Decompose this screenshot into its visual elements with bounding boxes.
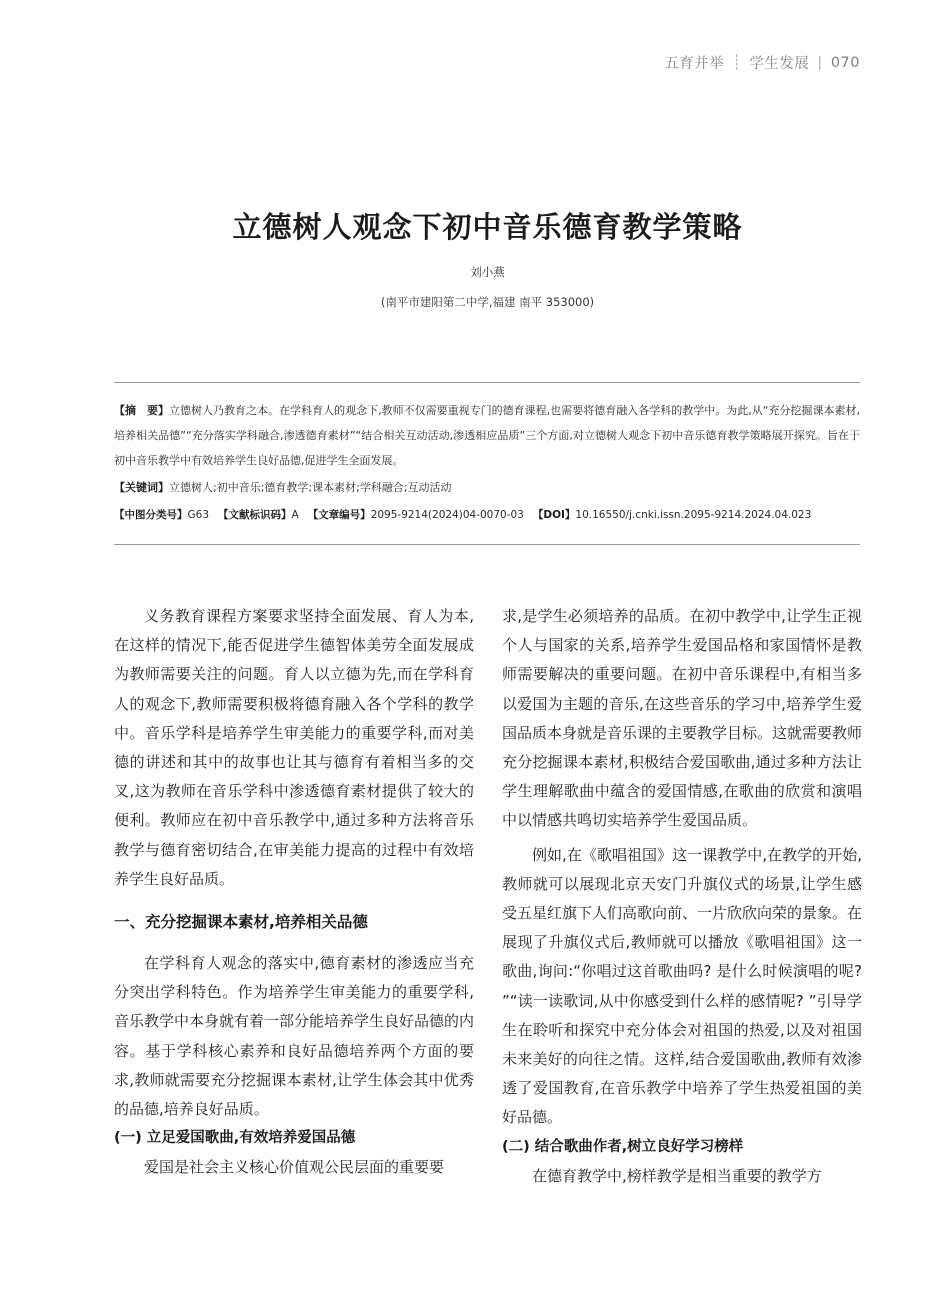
body-paragraph: 在德育教学中,榜样教学是相当重要的教学方 <box>532 1166 822 1185</box>
body-paragraph: 例如,在《歌唱祖国》这一课教学中,在教学的开始,教师就可以展现北京天安门升旗仪式的场景,让学生感受五星红旗下人们高歌向前、一片欣欣向荣的景象。在展现了升旗仪式后,教师就可以播放《歌唱祖国》这一歌曲,询问:“你唱过这首歌曲吗? 是什么时候演唱的呢? ”“读一读歌词,从中你感受到什么样的感情呢? ”引导学生在聆听和探究中充分体会对祖国的热爱,以及对祖国未来美好的向往之情。这样,结合爱国歌曲,教师有效渗透了爱国教育,在音乐教学中培养了学生热爱祖国的美好品德。 <box>502 845 863 1127</box>
running-header <box>664 52 860 73</box>
section-heading: 一、充分挖掘课本素材,培养相关品德 <box>114 913 368 932</box>
article-title: 立德树人观念下初中音乐德育教学策略 <box>232 210 743 244</box>
header-section: 五育并举 <box>664 56 725 72</box>
header-divider: ┊ <box>732 54 742 71</box>
body-column-left <box>114 602 474 1183</box>
doc-code-label: 【文献标识码】 <box>218 509 292 521</box>
clc-value: G63 <box>187 509 209 521</box>
subsection-heading: (一) 立足爱国歌曲,有效培养爱国品德 <box>114 1130 356 1147</box>
body-paragraph: 求,是学生必须培养的品质。在初中教学中,让学生正视个人与国家的关系,培养学生爱国品格和家国情怀是教师需要解决的重要问题。在初中音乐课程中,有相当多以爱国为主题的音乐,在这些音乐的学习中,培养学生爱国品质本身就是音乐课的主要教学目标。这就需要教师充分挖掘课本素材,积极结合爱国歌曲,通过多种方法让学生理解歌曲中蕴含的爱国情感,在歌曲的欣赏和演唱中以情感共鸣切实培养学生爱国品质。 <box>502 607 863 830</box>
article-author: 刘小燕 <box>470 265 505 279</box>
doi-value: 10.16550/j.cnki.issn.2095-9214.2024.04.023 <box>575 509 812 521</box>
article-number-value: 2095-9214(2024)04-0070-03 <box>370 509 524 521</box>
abstract-top-rule <box>114 382 860 383</box>
body-paragraph: 义务教育课程方案要求坚持全面发展、育人为本,在这样的情况下,能否促进学生德智体美劳全面发展成为教师需要关注的问题。育人以立德为先,而在学科育人的观念下,教师需要积极将德育融入各个学科的教学中。音乐学科是培养学生审美能力的重要学科,而对美德的讲述和其中的故事也让其与德育有着相当多的交叉,这为教师在音乐学科中渗透德育素材提供了较大的便利。教师应在初中音乐教学中,通过多种方法将音乐教学与德育密切结合,在审美能力提高的过程中有效培养学生良好品质。 <box>114 607 474 888</box>
abstract-text: 立德树人乃教育之本。在学科育人的观念下,教师不仅需要重视专门的德育课程,也需要将德育融入各学科的教学中。为此,从“充分挖掘课本素材,培养相关品德”“充分落实学科融合,渗透德育素材”“结合相关互动活动,渗透相应品质”三个方面,对立德树人观念下初中音乐德育教学策略展开探究。旨在于初中音乐教学中有效培养学生良好品德,促进学生全面发展。 <box>114 404 861 467</box>
body-column-right <box>502 602 862 1191</box>
page-number: 070 <box>830 54 860 71</box>
body-paragraph: 在学科育人观念的落实中,德育素材的渗透应当充分突出学科特色。作为培养学生审美能力的重要学科,音乐教学中本身就有着一部分能培养学生良好品德的内容。基于学科核心素养和良好品德培养两个方面的要求,教师就需要充分挖掘课本素材,让学生体会其中优秀的品德,培养良好品质。 <box>114 954 475 1119</box>
author-affiliation: (南平市建阳第二中学,福建 南平 353000) <box>380 295 595 309</box>
keywords-label: 【关键词】 <box>114 481 169 494</box>
clc-label: 【中图分类号】 <box>114 509 188 521</box>
article-number-label: 【文章编号】 <box>307 509 371 521</box>
doc-code-value: A <box>291 509 299 521</box>
keywords-text: 立德树人;初中音乐;德育教学;课本素材;学科融合;互动活动 <box>169 481 452 494</box>
abstract-label: 【摘 要】 <box>114 404 170 417</box>
abstract-block <box>114 398 860 473</box>
abstract-bottom-rule <box>114 544 860 545</box>
keywords-block <box>114 475 860 500</box>
header-subsection: 学生发展 <box>749 56 810 72</box>
doi-label: 【DOI】 <box>532 509 576 521</box>
body-paragraph: 爱国是社会主义核心价值观公民层面的重要要 <box>144 1158 445 1177</box>
subsection-heading: (二) 结合歌曲作者,树立良好学习榜样 <box>502 1138 744 1155</box>
header-divider: | <box>817 54 823 71</box>
classification-line <box>114 503 860 528</box>
